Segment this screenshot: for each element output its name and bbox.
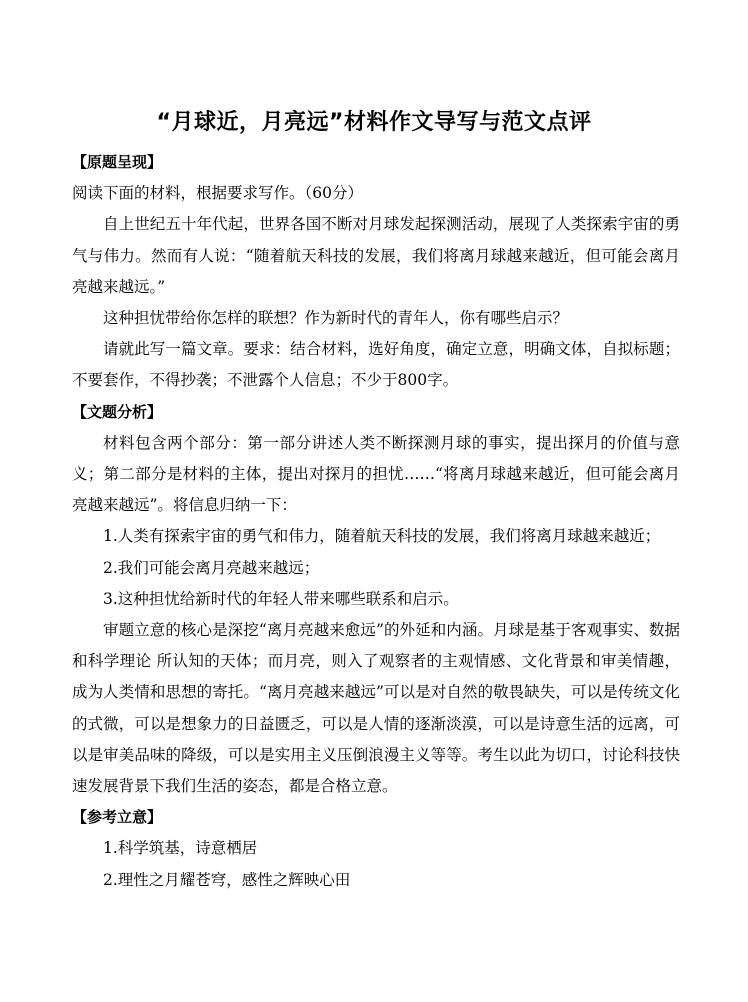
instruction-text: 阅读下面的材料，根据要求写作。（60分） <box>72 184 363 203</box>
reference-point-2: 2.理性之月耀苍穹，感性之辉映心田 <box>103 870 351 889</box>
section-heading-reference: 【参考立意】 <box>72 808 163 827</box>
document-body <box>72 147 680 896</box>
analysis-point-1: 1.人类有探索宇宙的勇气和伟力，随着航天科技的发展，我们将离月球越来越近； <box>103 527 661 546</box>
material-paragraph: 自上世纪五十年代起，世界各国不断对月球发起探测活动，展现了人类探索宇宙的勇气与伟力。然而有人说：“随着航天科技的发展，我们将离月球越来越近，但可能会离月亮越来越远。” <box>72 215 680 296</box>
section-heading-analysis: 【文题分析】 <box>72 402 163 421</box>
analysis-point-2: 2.我们可能会离月亮越来越远； <box>103 558 320 577</box>
document-title: “月球近，月亮远”材料作文导写与范文点评 <box>156 110 592 135</box>
section-heading-original: 【原题呈现】 <box>72 153 163 171</box>
requirements-paragraph: 请就此写一篇文章。要求：结合材料，选好角度，确定立意，明确文体，自拟标题；不要套作，不得抄袭；不泄露个人信息；不少于800字。 <box>72 340 680 390</box>
analysis-intro-paragraph: 材料包含两个部分：第一部分讲述人类不断探测月球的事实，提出探月的价值与意义；第二部分是材料的主体，提出对探月的担忧……“将离月球越来越近，但可能会离月亮越来越远”。将信息归纳一下： <box>72 433 680 515</box>
question-paragraph: 这种担忧带给你怎样的联想？作为新时代的青年人，你有哪些启示？ <box>103 309 569 328</box>
analysis-core-paragraph: 审题立意的核心是深挖“离月亮越来愈远”的外延和内涵。月球是基于客观事实、数据和科学理论 所认知的天体；而月亮，则入了观察者的主观情感、文化背景和审美情趣，成为人类情和思想的寄托。“离月亮越来越远”可以是对自然的敬畏缺失，可以是传统文化的式微，可以是想象力的日益匮乏，可以是人情的逐渐淡漠，可以是诗意生活的远离，可以是审美品味的降级，可以是实用主义压倒浪漫主义等等。考生以此为切口，讨论科技快速发展背景下我们生活的姿态，都是合格立意。 <box>72 621 680 796</box>
reference-point-1: 1.科学筑基，诗意栖居 <box>103 839 258 858</box>
analysis-point-3: 3.这种担忧给新时代的年轻人带来哪些联系和启示。 <box>103 589 459 608</box>
